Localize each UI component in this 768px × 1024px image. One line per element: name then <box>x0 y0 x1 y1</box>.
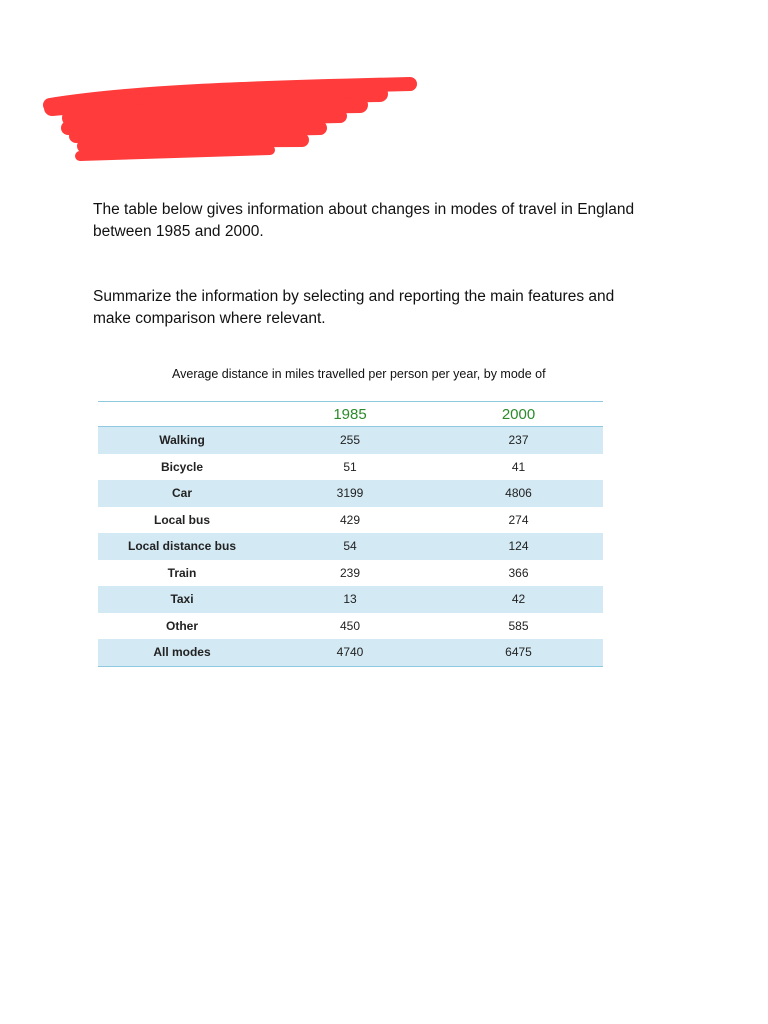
mode-label: Taxi <box>98 586 266 613</box>
mode-label: Local bus <box>153 512 210 527</box>
value-2000: 237 <box>434 427 603 454</box>
mode-label: Other <box>165 618 198 633</box>
table-row <box>98 613 603 640</box>
value-2000: 585 <box>508 618 529 633</box>
mode-label: Car <box>98 480 266 507</box>
mode-label: All modes <box>98 639 266 666</box>
header-1985: 1985 <box>266 402 434 427</box>
value-2000: 124 <box>434 533 603 560</box>
value-2000: 4806 <box>434 480 603 507</box>
table-row <box>98 427 603 454</box>
task-paragraph <box>93 286 693 330</box>
travel-table-container <box>98 401 603 667</box>
value-2000: 366 <box>508 565 529 580</box>
value-1985: 255 <box>266 427 434 454</box>
value-1985: 13 <box>266 586 434 613</box>
table-row <box>98 507 603 534</box>
value-1985: 51 <box>343 459 357 474</box>
value-1985: 429 <box>339 512 361 527</box>
mode-label: Walking <box>98 427 266 454</box>
value-1985: 4740 <box>266 639 434 666</box>
task-line-2: make comparison where relevant. <box>93 310 326 327</box>
table-row <box>98 560 603 587</box>
value-2000: 6475 <box>434 639 603 666</box>
value-1985: 3199 <box>266 480 434 507</box>
intro-line-2: between 1985 and 2000. <box>93 223 264 240</box>
value-1985: 239 <box>339 565 361 580</box>
task-line-1: Summarize the information by selecting and reporting the main features and <box>93 288 615 305</box>
table-row <box>98 454 603 481</box>
table-row <box>98 533 603 560</box>
mode-label: Bicycle <box>160 459 204 474</box>
mode-label: Train <box>167 565 197 580</box>
table-row <box>98 480 603 507</box>
table-row <box>98 586 603 613</box>
intro-line-1: The table below gives information about changes in modes of travel in England <box>93 201 635 218</box>
table-caption: Average distance in miles travelled per person per year, by mode of <box>172 367 546 381</box>
header-2000: 2000 <box>434 402 603 427</box>
intro-paragraph <box>93 199 693 243</box>
value-2000: 41 <box>511 459 526 474</box>
value-2000: 42 <box>434 586 603 613</box>
value-2000: 274 <box>508 512 529 527</box>
travel-table <box>98 401 603 667</box>
header-blank <box>98 402 266 427</box>
redaction-scribble <box>40 70 420 170</box>
mode-label: Local distance bus <box>98 533 266 560</box>
table-row <box>98 639 603 666</box>
value-1985: 54 <box>266 533 434 560</box>
value-1985: 450 <box>339 618 361 633</box>
table-header-row <box>98 402 603 427</box>
